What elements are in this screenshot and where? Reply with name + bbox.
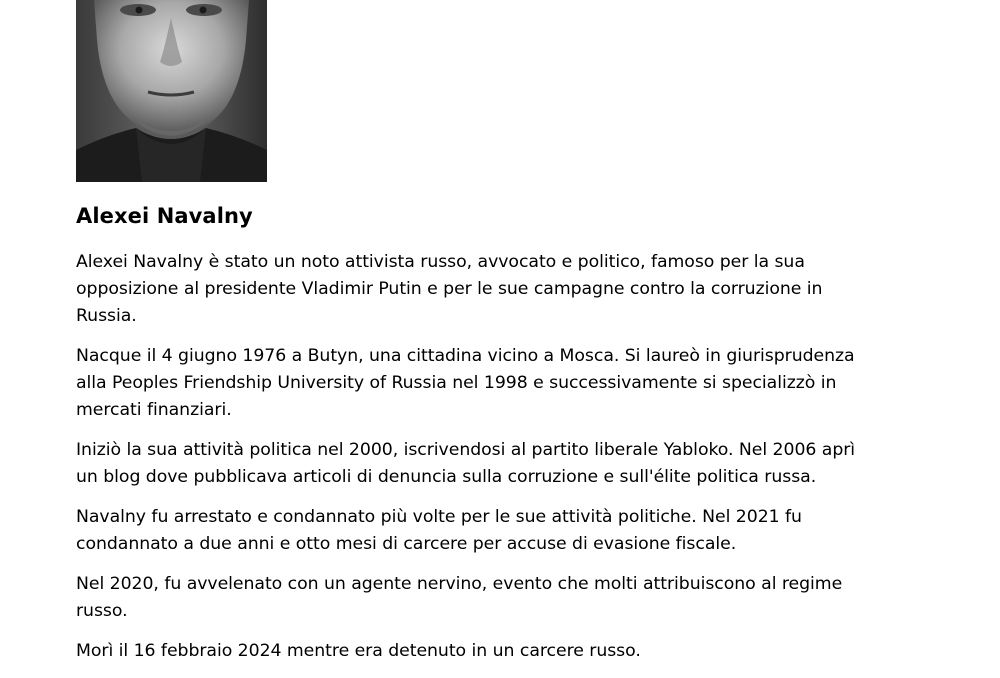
paragraph-line: Nacque il 4 giugno 1976 a Butyn, una cittadina vicino a Mosca. Si laureò in giurisprudenza (76, 346, 855, 366)
paragraph-poisoning (76, 571, 906, 625)
paragraph-line: Morì il 16 febbraio 2024 mentre era detenuto in un carcere russo. (76, 641, 641, 661)
paragraph-early-life (76, 343, 906, 424)
paragraph-line: mercati finanziari. (76, 400, 232, 420)
paragraph-line: Navalny fu arrestato e condannato più volte per le sue attività politiche. Nel 2021 fu (76, 507, 802, 527)
paragraph-line: alla Peoples Friendship University of Russia nel 1998 e successivamente si specializzò in (76, 373, 837, 393)
paragraph-death (76, 638, 906, 665)
paragraph-line: un blog dove pubblicava articoli di denuncia sulla corruzione e sull'élite politica russa. (76, 467, 817, 487)
paragraph-line: opposizione al presidente Vladimir Putin e per le sue campagne contro la corruzione in (76, 279, 823, 299)
paragraph-political-career (76, 437, 906, 491)
paragraph-line: condannato a due anni e otto mesi di carcere per accuse di evasione fiscale. (76, 534, 737, 554)
paragraph-line: Iniziò la sua attività politica nel 2000, iscrivendosi al partito liberale Yabloko. Nel 2006 aprì (76, 440, 856, 460)
portrait-photo (76, 0, 267, 182)
paragraph-line: Alexei Navalny è stato un noto attivista russo, avvocato e politico, famoso per la sua (76, 252, 805, 272)
portrait-icon (76, 0, 267, 182)
paragraph-line: russo. (76, 601, 128, 621)
paragraph-intro (76, 249, 906, 330)
article-body (76, 249, 906, 678)
page-title: Alexei Navalny (76, 204, 253, 228)
paragraph-line: Russia. (76, 306, 137, 326)
paragraph-line: Nel 2020, fu avvelenato con un agente nervino, evento che molti attribuiscono al regime (76, 574, 843, 594)
paragraph-arrests (76, 504, 906, 558)
